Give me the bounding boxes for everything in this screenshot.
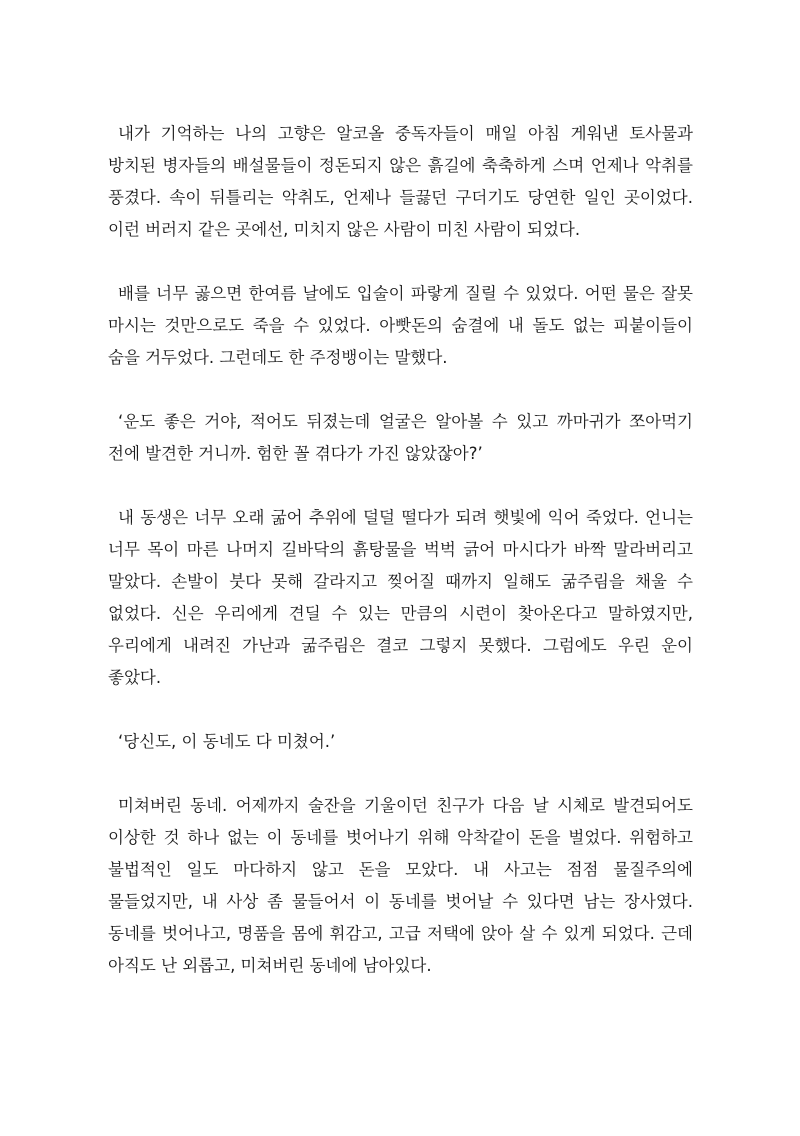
- paragraph-4: 내 동생은 너무 오래 굶어 추위에 덜덜 떨다가 되려 햇빛에 익어 죽었다. 언니는 너무 목이 마른 나머지 길바닥의 흙탕물을 벅벅 긁어 마시다가 바짝 말라버리고 말았다. 손발이 붓다 못해 갈라지고 찢어질 때까지 일해도 굶주림을 채울 수 없었다. 신은 우리에게 견딜 수 있는 만큼의 시련이 찾아온다고 말하였지만, 우리에게 내려진 가난과 굶주림은 결코 그렇지 못했다. 그럼에도 우린 운이 좋았다.: [108, 508, 693, 687]
- paragraph-6: 미쳐버린 동네. 어제까지 술잔을 기울이던 친구가 다음 날 시체로 발견되어도 이상한 것 하나 없는 이 동네를 벗어나기 위해 악착같이 돈을 벌었다. 위험하고 불법적인 일도 마다하지 않고 돈을 모았다. 내 사고는 점점 물질주의에 물들었지만, 내 사상 좀 물들어서 이 동네를 벗어날 수 있다면 남는 장사였다. 동네를 벗어나고, 명품을 몸에 휘감고, 고급 저택에 앉아 살 수 있게 되었다. 근데 아직도 난 외롭고, 미쳐버린 동네에 남아있다.: [108, 796, 693, 975]
- document-body: [108, 118, 693, 1014]
- paragraph-1: 내가 기억하는 나의 고향은 알코올 중독자들이 매일 아침 게워낸 토사물과 방치된 병자들의 배설물들이 정돈되지 않은 흙길에 축축하게 스며 언제나 악취를 풍겼다. 속이 뒤틀리는 악취도, 언제나 들끓던 구더기도 당연한 일인 곳이었다. 이런 버러지 같은 곳에선, 미치지 않은 사람이 미친 사람이 되었다.: [108, 124, 693, 239]
- paragraph-5-quote: ‘당신도, 이 동네도 다 미쳤어.’: [118, 732, 336, 751]
- paragraph-2: 배를 너무 곯으면 한여름 날에도 입술이 파랗게 질릴 수 있었다. 어떤 물은 잘못 마시는 것만으로도 죽을 수 있었다. 아빳돈의 숨결에 내 돌도 없는 피붙이들이 숨을 거두었다. 그런데도 한 주정뱅이는 말했다.: [108, 284, 693, 367]
- paragraph-3-quote: ‘운도 좋은 거야, 적어도 뒤졌는데 얼굴은 알아볼 수 있고 까마귀가 쪼아먹기 전에 발견한 거니까. 험한 꼴 겪다가 가진 않았잖아?’: [108, 412, 693, 463]
